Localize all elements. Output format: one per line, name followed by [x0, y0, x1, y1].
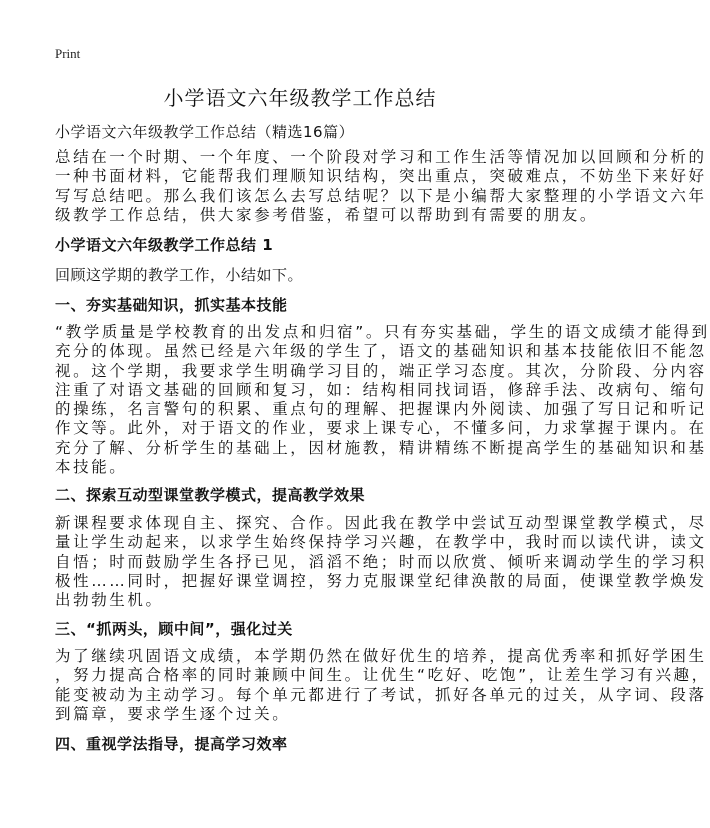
section-paragraph-1 — [55, 323, 710, 477]
text-line: 到篇章，要求学生逐个过关。 — [55, 704, 291, 723]
section-heading-1: 一、夯实基础知识，抓实基本技能 — [55, 296, 288, 314]
text-line: 本技能。 — [55, 458, 128, 477]
print-link[interactable]: Print — [55, 46, 81, 61]
text-line: 视。这个学期，我要求学生明确学习目的，端正学习态度。其次，分阶段、分内容 — [55, 361, 707, 380]
text-line: 极性……同时，把握好课堂调控，努力克服课堂纪律涣散的局面，使课堂教学焕发 — [55, 571, 707, 590]
intro-paragraph — [55, 148, 707, 225]
text-line: ，努力提高合格率的同时兼顾中间生。让优生“吃好、吃饱”，让差生学习有兴趣， — [55, 666, 710, 685]
text-line: 出勃勃生机。 — [55, 591, 164, 610]
text-line: 作文等。此外，对于语文的作业，要求上课专心，不懂多问，力求掌握于课内。在 — [55, 419, 707, 438]
text-line: 写写总结吧。那么我们该怎么去写总结呢？以下是小编帮大家整理的小学语文六年 — [55, 186, 707, 205]
section-heading-4: 四、重视学法指导，提高学习效率 — [55, 735, 288, 753]
section-paragraph-2 — [55, 514, 707, 610]
article-heading: 小学语文六年级教学工作总结 1 — [55, 236, 274, 254]
text-line: 量让学生动起来，以求学生始终保持学习兴趣，在教学中，我时而以读代讲，读文 — [55, 533, 707, 552]
opening-paragraph: 回顾这学期的教学工作，小结如下。 — [55, 266, 304, 284]
text-line: 新课程要求体现自主、探究、合作。因此我在教学中尝试互动型课堂教学模式，尽 — [55, 514, 707, 532]
section-paragraph-3 — [55, 647, 710, 724]
text-line: 级教学工作总结，供大家参考借鉴，希望可以帮助到有需要的朋友。 — [55, 205, 599, 224]
text-line: 注重了对语文基础的回顾和复习，如：结构相同找词语，修辞手法、改病句、缩句 — [55, 380, 707, 399]
text-line: 总结在一个时期、一个年度、一个阶段对学习和工作生活等情况加以回顾和分析的 — [55, 148, 707, 166]
text-line: 充分的体现。虽然已经是六年级的学生了，语文的基础知识和基本技能依旧不能忽 — [55, 342, 707, 361]
text-line: 为了继续巩固语文成绩，本学期仍然在做好优生的培养，提高优秀率和抓好学困生 — [55, 647, 707, 665]
section-heading-2: 二、探索互动型课堂教学模式，提高教学效果 — [55, 486, 366, 504]
document-title: 小学语文六年级教学工作总结 — [163, 86, 437, 110]
section-heading-3: 三、“抓两头，顾中间”，强化过关 — [55, 620, 293, 638]
document-subtitle: 小学语文六年级教学工作总结（精选16篇） — [55, 123, 355, 141]
text-line: 自悟；时而鼓励学生各抒已见，滔滔不绝；时而以欣赏、倾听来调动学生的学习积 — [55, 552, 707, 571]
text-line: 能变被动为主动学习。每个单元都进行了考试，抓好各单元的过关，从字词、段落 — [55, 685, 707, 704]
text-line: 充分了解、分析学生的基础上，因材施教，精讲精练不断提高学生的基础知识和基 — [55, 438, 707, 457]
text-line: 的操练，名言警句的积累、重点句的理解、把握课内外阅读、加强了写日记和听记 — [55, 400, 707, 419]
text-line: 一种书面材料，它能帮我们理顺知识结构，突出重点，突破难点，不妨坐下来好好 — [55, 167, 707, 186]
text-line: “教学质量是学校教育的出发点和归宿”。只有夯实基础，学生的语文成绩才能得到 — [55, 323, 710, 341]
